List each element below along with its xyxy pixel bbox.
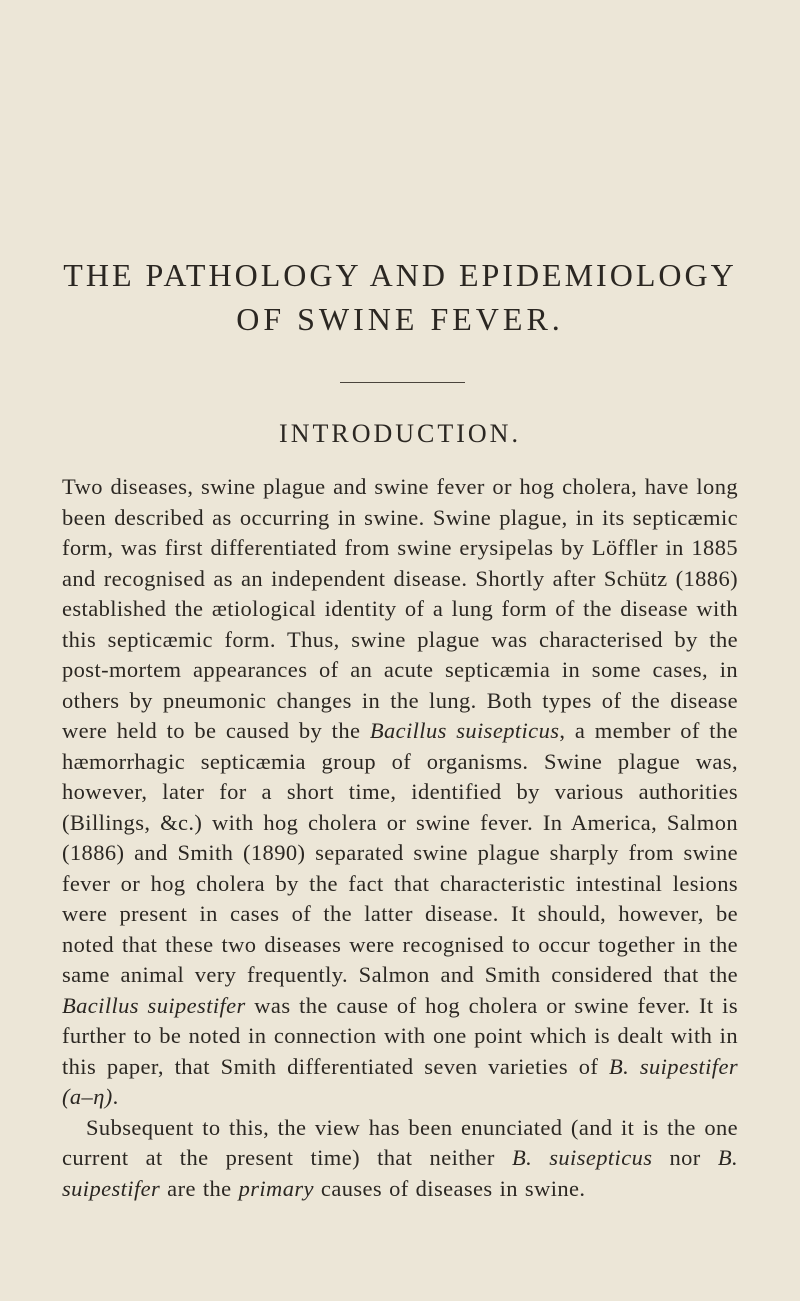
document-title-line-2: OF SWINE FEVER. [236,301,564,337]
emphasis-italic: primary [238,1175,314,1201]
paragraph-1-text: was the cause of hog cholera or swine fever. It is further to be noted in connection with one point which is dealt with in this paper, that Smith differentiated seven varieties of [62,992,738,1079]
paragraph-2 [62,1113,738,1205]
species-name-italic: Bacillus suipestifer [62,992,246,1018]
title-divider-rule [340,382,465,383]
paragraph-2-text: are the [160,1175,239,1201]
species-name-italic: B. suipestifer [62,1145,738,1201]
species-name-italic: B. suisepticus [511,1145,653,1170]
paragraph-1-text: . [112,1084,119,1109]
species-name-italic: B. suipestifer [608,1053,738,1079]
species-name-italic: Bacillus suisepticus [369,718,560,743]
introduction-body [62,472,738,1204]
paragraph-1-text: Two diseases, swine plague and swine fever or hog cholera, have long been described as occurring in swine. Swine plague, in its septicæmic form, was first differentiated from swine erysipelas by Löffler in 1885 and recognised as an independent disease. Shortly after Schütz (1886) established the ætiological identity of a lung form of the disease with this septicæmic form. Thus, swine plague was characterised by the post-mortem appearances of an acute septicæmia in some cases, in others by pneumonic changes in the lung. Both types of the disease were held to be caused by the [62,474,738,743]
paragraph-2-text: Subsequent to this, the view has been enunciated (and it is the one current at the present time) that neither [62,1114,738,1170]
paragraph-2-text: nor [652,1145,718,1170]
section-heading-introduction: INTRODUCTION. [279,419,521,448]
paragraph-2-text: causes of diseases in swine. [313,1175,586,1201]
paragraph-1 [62,472,738,1113]
variety-range-italic: (a–η) [62,1084,113,1109]
paragraph-1-text: , a member of the hæmorrhagic septicæmia group of organisms. Swine plague was, however, later for a short time, identified by various authorities (Billings, &c.) with hog cholera or swine fever. In America, Salmon (1886) and Smith (1890) separated swine plague sharply from swine fever or hog cholera by the fact that characteristic intestinal lesions were present in cases of the latter disease. It should, however, be noted that these two diseases were recognised to occur together in the same animal very frequently. Salmon and Smith considered that the [62,718,738,987]
document-title-line-1: THE PATHOLOGY AND EPIDEMIOLOGY [63,257,737,293]
